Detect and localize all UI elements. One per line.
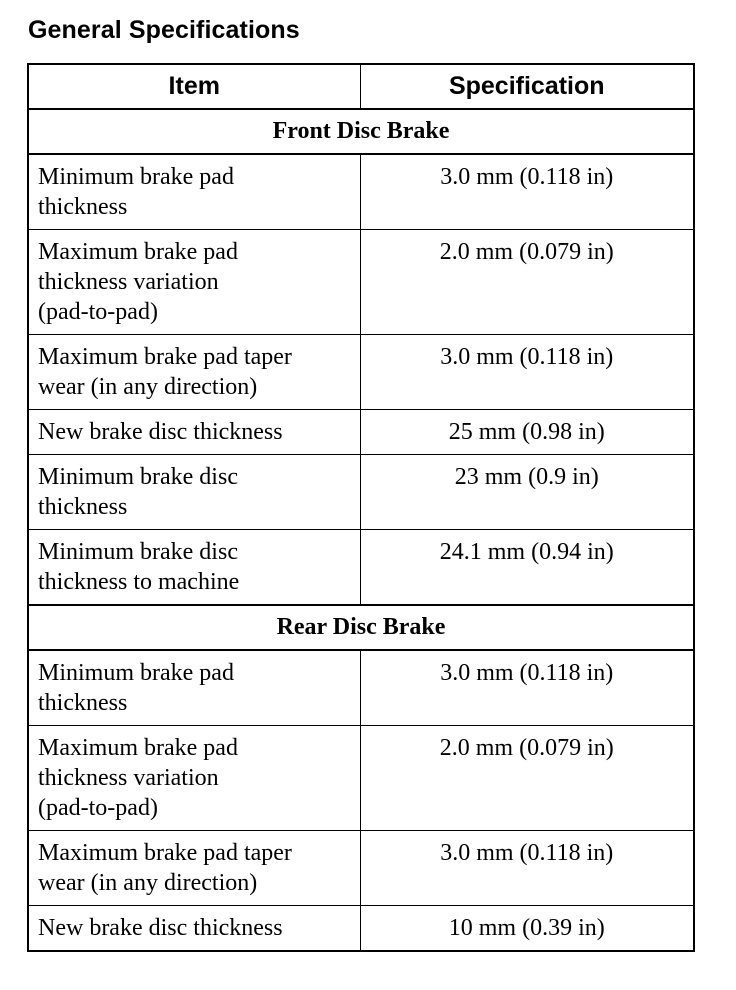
specification-value: 23 mm (0.9 in) [360, 455, 694, 530]
item-cell [28, 726, 360, 831]
item-cell [28, 230, 360, 335]
item-text: Minimum brake disc [38, 464, 238, 490]
section-header-row [28, 605, 694, 650]
item-cell [28, 650, 360, 726]
item-text: (pad-to-pad) [38, 795, 158, 821]
item-text: Maximum brake pad [38, 735, 238, 761]
item-text: wear (in any direction) [38, 374, 258, 400]
item-text: thickness [38, 494, 128, 520]
item-text: thickness [38, 194, 128, 220]
table-row [28, 230, 694, 335]
section-title: Front Disc Brake [28, 109, 694, 154]
page-title: General Specifications [28, 16, 300, 44]
table-row [28, 831, 694, 906]
table-row [28, 410, 694, 455]
item-cell [28, 906, 360, 952]
item-text: Minimum brake pad [38, 660, 234, 686]
item-text: thickness [38, 690, 128, 716]
item-cell [28, 831, 360, 906]
item-cell [28, 154, 360, 230]
item-text: Minimum brake disc [38, 539, 238, 565]
specification-value: 3.0 mm (0.118 in) [360, 831, 694, 906]
specification-value: 3.0 mm (0.118 in) [360, 154, 694, 230]
item-text: thickness variation [38, 765, 219, 791]
column-header-item: Item [28, 64, 360, 109]
specification-value: 25 mm (0.98 in) [360, 410, 694, 455]
section-header-row [28, 109, 694, 154]
table-header-row [28, 64, 694, 109]
item-cell [28, 410, 360, 455]
specification-value: 2.0 mm (0.079 in) [360, 726, 694, 831]
table-row [28, 726, 694, 831]
table-body [28, 109, 694, 951]
item-text: thickness to machine [38, 569, 240, 595]
item-text: Maximum brake pad taper [38, 344, 292, 370]
table-row [28, 906, 694, 952]
item-text: New brake disc thickness [38, 419, 283, 445]
specification-value: 3.0 mm (0.118 in) [360, 650, 694, 726]
table-row [28, 455, 694, 530]
table-row [28, 335, 694, 410]
specification-value: 24.1 mm (0.94 in) [360, 530, 694, 606]
item-text: Minimum brake pad [38, 164, 234, 190]
specification-value: 3.0 mm (0.118 in) [360, 335, 694, 410]
specification-value: 2.0 mm (0.079 in) [360, 230, 694, 335]
section-title: Rear Disc Brake [28, 605, 694, 650]
item-text: Maximum brake pad taper [38, 840, 292, 866]
item-text: thickness variation [38, 269, 219, 295]
item-text: Maximum brake pad [38, 239, 238, 265]
item-text: New brake disc thickness [38, 915, 283, 941]
item-text: wear (in any direction) [38, 870, 258, 896]
specification-value: 10 mm (0.39 in) [360, 906, 694, 952]
table-row [28, 530, 694, 606]
table-row [28, 650, 694, 726]
table-row [28, 154, 694, 230]
item-cell [28, 335, 360, 410]
item-cell [28, 455, 360, 530]
column-header-specification: Specification [360, 64, 694, 109]
item-text: (pad-to-pad) [38, 299, 158, 325]
specifications-table [27, 63, 695, 952]
item-cell [28, 530, 360, 606]
